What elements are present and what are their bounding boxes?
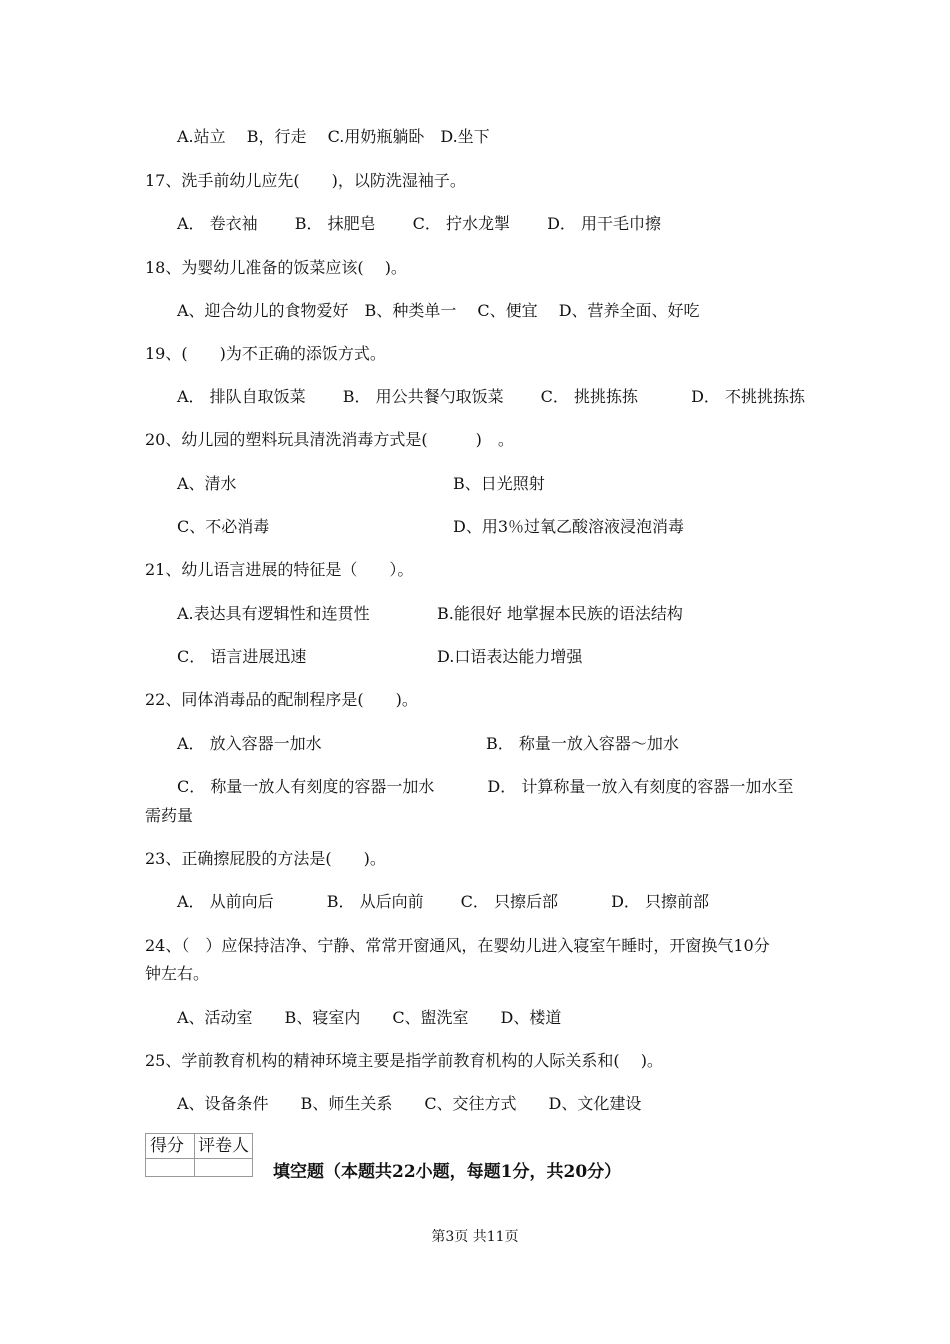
- q19-options: A． 排队自取饭菜 B． 用公共餐勺取饭菜 C． 挑挑拣拣 D． 不挑挑拣拣: [177, 387, 805, 406]
- q21-option-c: C． 语言进展迅速: [177, 647, 307, 666]
- q20-option-b: B、日光照射: [453, 474, 545, 493]
- q23-options: A． 从前向后 B． 从后向前 C． 只擦后部 D． 只擦前部: [177, 892, 709, 911]
- q19-stem: 19、( )为不正确的添饭方式。: [145, 344, 386, 363]
- q22-option-d-continued: 需药量: [145, 806, 194, 825]
- q23-stem: 23、正确擦屁股的方法是( )。: [145, 849, 386, 868]
- q20-option-d: D、用3％过氧乙酸溶液浸泡消毒: [453, 517, 685, 536]
- score-table-divider: [194, 1134, 195, 1176]
- q20-stem: 20、幼儿园的塑料玩具清洗消毒方式是( ) 。: [145, 430, 514, 449]
- q18-options: A、迎合幼儿的食物爱好 B、种类单一 C、便宜 D、营养全面、好吃: [177, 301, 700, 320]
- score-table: [145, 1133, 253, 1177]
- q25-options: A、设备条件 B、师生关系 C、交往方式 D、文化建设: [177, 1094, 642, 1113]
- q25-stem: 25、学前教育机构的精神环境主要是指学前教育机构的人际关系和( )。: [145, 1051, 663, 1070]
- q21-option-b: B.能很好 地掌握本民族的语法结构: [437, 604, 683, 623]
- q20-option-c: C、不必消毒: [177, 517, 270, 536]
- q22-option-a: A． 放入容器一加水: [177, 734, 322, 753]
- q17-stem: 17、洗手前幼儿应先( )，以防洗湿袖子。: [145, 171, 466, 190]
- q21-option-a: A.表达具有逻辑性和连贯性: [177, 604, 370, 623]
- q24-stem-continued: 钟左右。: [145, 964, 210, 983]
- q24-options: A、活动室 B、寝室内 C、盥洗室 D、楼道: [177, 1008, 562, 1027]
- grader-label: 评卷人: [198, 1136, 249, 1156]
- page-footer: 第3页 共11页: [431, 1229, 519, 1245]
- q20-option-a: A、清水: [177, 474, 237, 493]
- q22-options-cd: C． 称量一放人有刻度的容器一加水 D． 计算称量一放入有刻度的容器一加水至: [177, 777, 794, 796]
- score-table-row-divider: [146, 1158, 252, 1159]
- q24-stem: 24、（ ）应保持洁净、宁静、常常开窗通风，在婴幼儿进入寝室午睡时，开窗换气10分: [145, 936, 770, 955]
- q22-stem: 22、同体消毒品的配制程序是( )。: [145, 690, 418, 709]
- q22-option-b: B． 称量一放入容器～加水: [486, 734, 679, 753]
- q21-stem: 21、幼儿语言进展的特征是（ ）。: [145, 560, 414, 579]
- q18-stem: 18、为婴幼儿准备的饭菜应该( )。: [145, 258, 407, 277]
- q17-options: A． 卷衣袖 B． 抹肥皂 C． 拧水龙掣 D． 用干毛巾擦: [177, 214, 661, 233]
- q21-option-d: D.口语表达能力增强: [437, 647, 583, 666]
- section-title: 填空题（本题共22小题，每题1分，共20分）: [273, 1162, 622, 1182]
- score-label: 得分: [150, 1136, 184, 1156]
- q16-options: A.站立 B，行走 C.用奶瓶躺卧 D.坐下: [177, 127, 490, 146]
